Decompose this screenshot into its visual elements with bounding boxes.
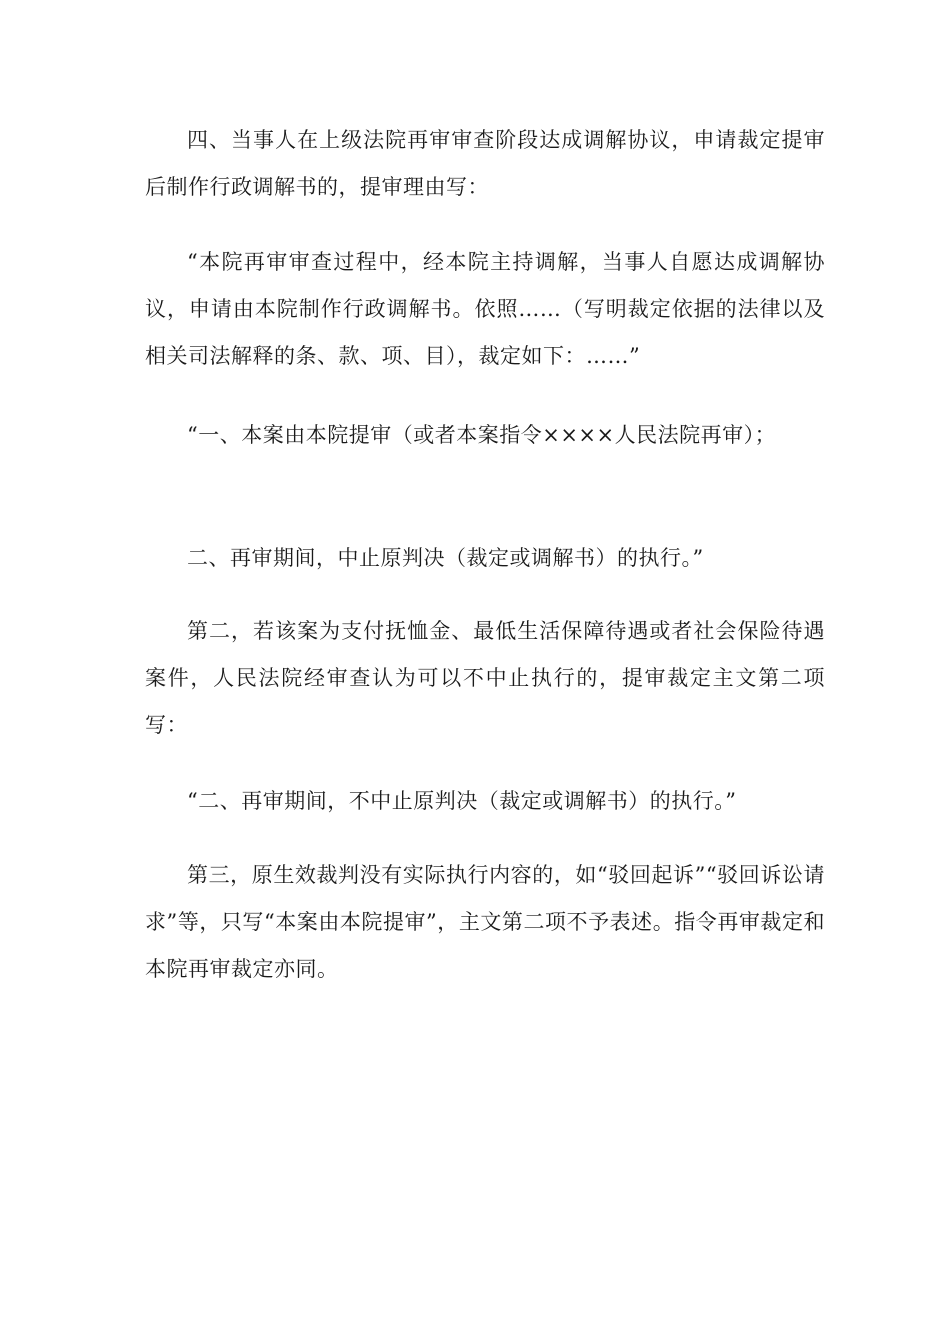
paragraph-4: 二、再审期间，中止原判决（裁定或调解书）的执行。” [187, 546, 704, 570]
paragraph-7: 第三，原生效裁判没有实际执行内容的，如“驳回起诉”“驳回诉讼请求”等，只写“本案由本院提审”，主文第二项不予表述。指令再审裁定和本院再审裁定亦同。 [145, 863, 825, 981]
paragraph-5: 第二，若该案为支付抚恤金、最低生活保障待遇或者社会保险待遇案件，人民法院经审查认为可以不中止执行的，提审裁定主文第二项写： [145, 619, 825, 737]
paragraph-2: “本院再审审查过程中，经本院主持调解，当事人自愿达成调解协议，申请由本院制作行政调解书。依照……（写明裁定依据的法律以及相关司法解释的条、款、项、目），裁定如下：……” [145, 250, 825, 368]
paragraph-3: “一、本案由本院提审（或者本案指令××××人民法院再审）； [187, 423, 777, 447]
paragraph-1: 四、当事人在上级法院再审审查阶段达成调解协议，申请裁定提审后制作行政调解书的，提审理由写： [145, 128, 825, 199]
paragraph-6: “二、再审期间，不中止原判决（裁定或调解书）的执行。” [187, 789, 737, 813]
